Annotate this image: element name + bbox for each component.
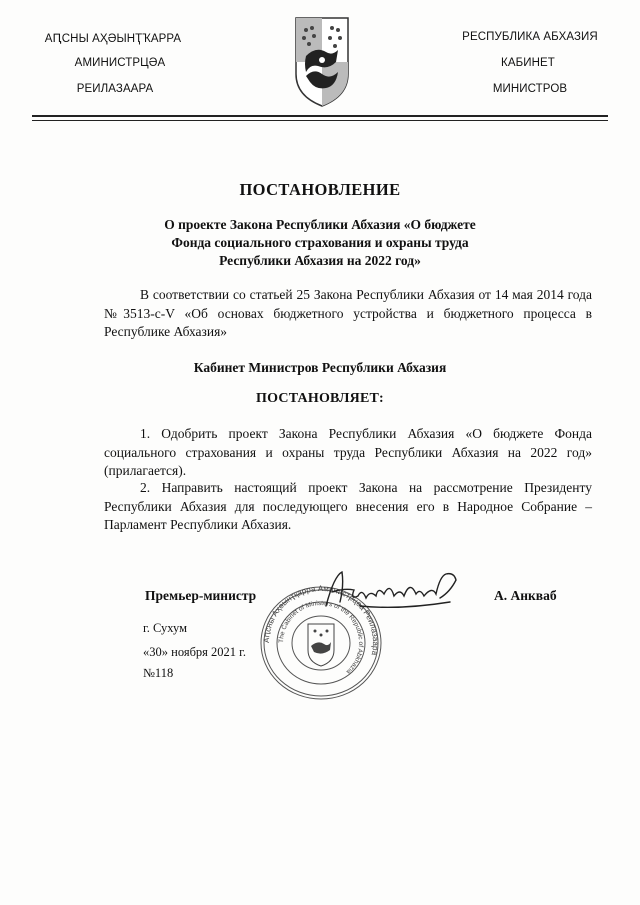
issue-date: «30» ноября 2021 г. bbox=[143, 645, 247, 659]
preamble-paragraph: В соответствии со статьей 25 Закона Республики Абхазия от 14 мая 2014 года №3513-с-V «Об основах бюджетного устройства и бюджетного процесса в Республике Абхазия» bbox=[104, 287, 592, 339]
coat-of-arms-icon bbox=[292, 16, 352, 108]
header-left-line-2: АМИНИСТРЦӘА bbox=[74, 57, 166, 69]
header-rule-thick bbox=[32, 115, 608, 117]
signatory-name: А. Анкваб bbox=[494, 588, 557, 603]
seal-inner-text: The Cabinet of Ministers of the Republic of Abkhazia bbox=[277, 599, 365, 676]
handwritten-signature bbox=[320, 566, 470, 621]
header-left-line-3: РЕИЛАЗААРА bbox=[76, 83, 154, 95]
header-rule-thin bbox=[32, 120, 608, 121]
resolution-item-2: 2. Направить настоящий проект Закона на рассмотрение Президенту Республики Абхазия для последующего внесения его в Народное Собрание – Парламент Республики Абхазия. bbox=[104, 480, 592, 532]
subject-line-1: О проекте Закона Республики Абхазия «О бюджете bbox=[164, 217, 476, 232]
subject-line-2: Фонда социального страхования и охраны труда bbox=[171, 235, 469, 250]
header-left-line-1: АԤСНЫ АҲӘЫНҬҠАРРА bbox=[44, 33, 182, 45]
resolves-heading: ПОСТАНОВЛЯЕТ: bbox=[256, 391, 384, 406]
resolution-item-1: 1. Одобрить проект Закона Республики Абхазия «О бюджете Фонда социального страхования и охраны труда Республики Абхазия на 2022 год» (прилагается). bbox=[104, 426, 592, 478]
header-right-line-3: МИНИСТРОВ bbox=[492, 83, 568, 95]
header-right-line-1: РЕСПУБЛИКА АБХАЗИЯ bbox=[462, 31, 598, 43]
place-of-issue: г. Сухум bbox=[143, 621, 188, 635]
seal-outer-text: Аԥсны Аҳәынҭқарра Аминистрцәа Реилазаара bbox=[261, 584, 381, 656]
document-number: №118 bbox=[143, 666, 174, 680]
issuer-line: Кабинет Министров Республики Абхазия bbox=[193, 360, 447, 375]
subject-line-3: Республики Абхазия на 2022 год» bbox=[219, 253, 421, 268]
header-right-line-2: КАБИНЕТ bbox=[501, 57, 555, 69]
document-title: ПОСТАНОВЛЕНИЕ bbox=[239, 180, 401, 199]
signatory-position: Премьер-министр bbox=[145, 588, 257, 603]
